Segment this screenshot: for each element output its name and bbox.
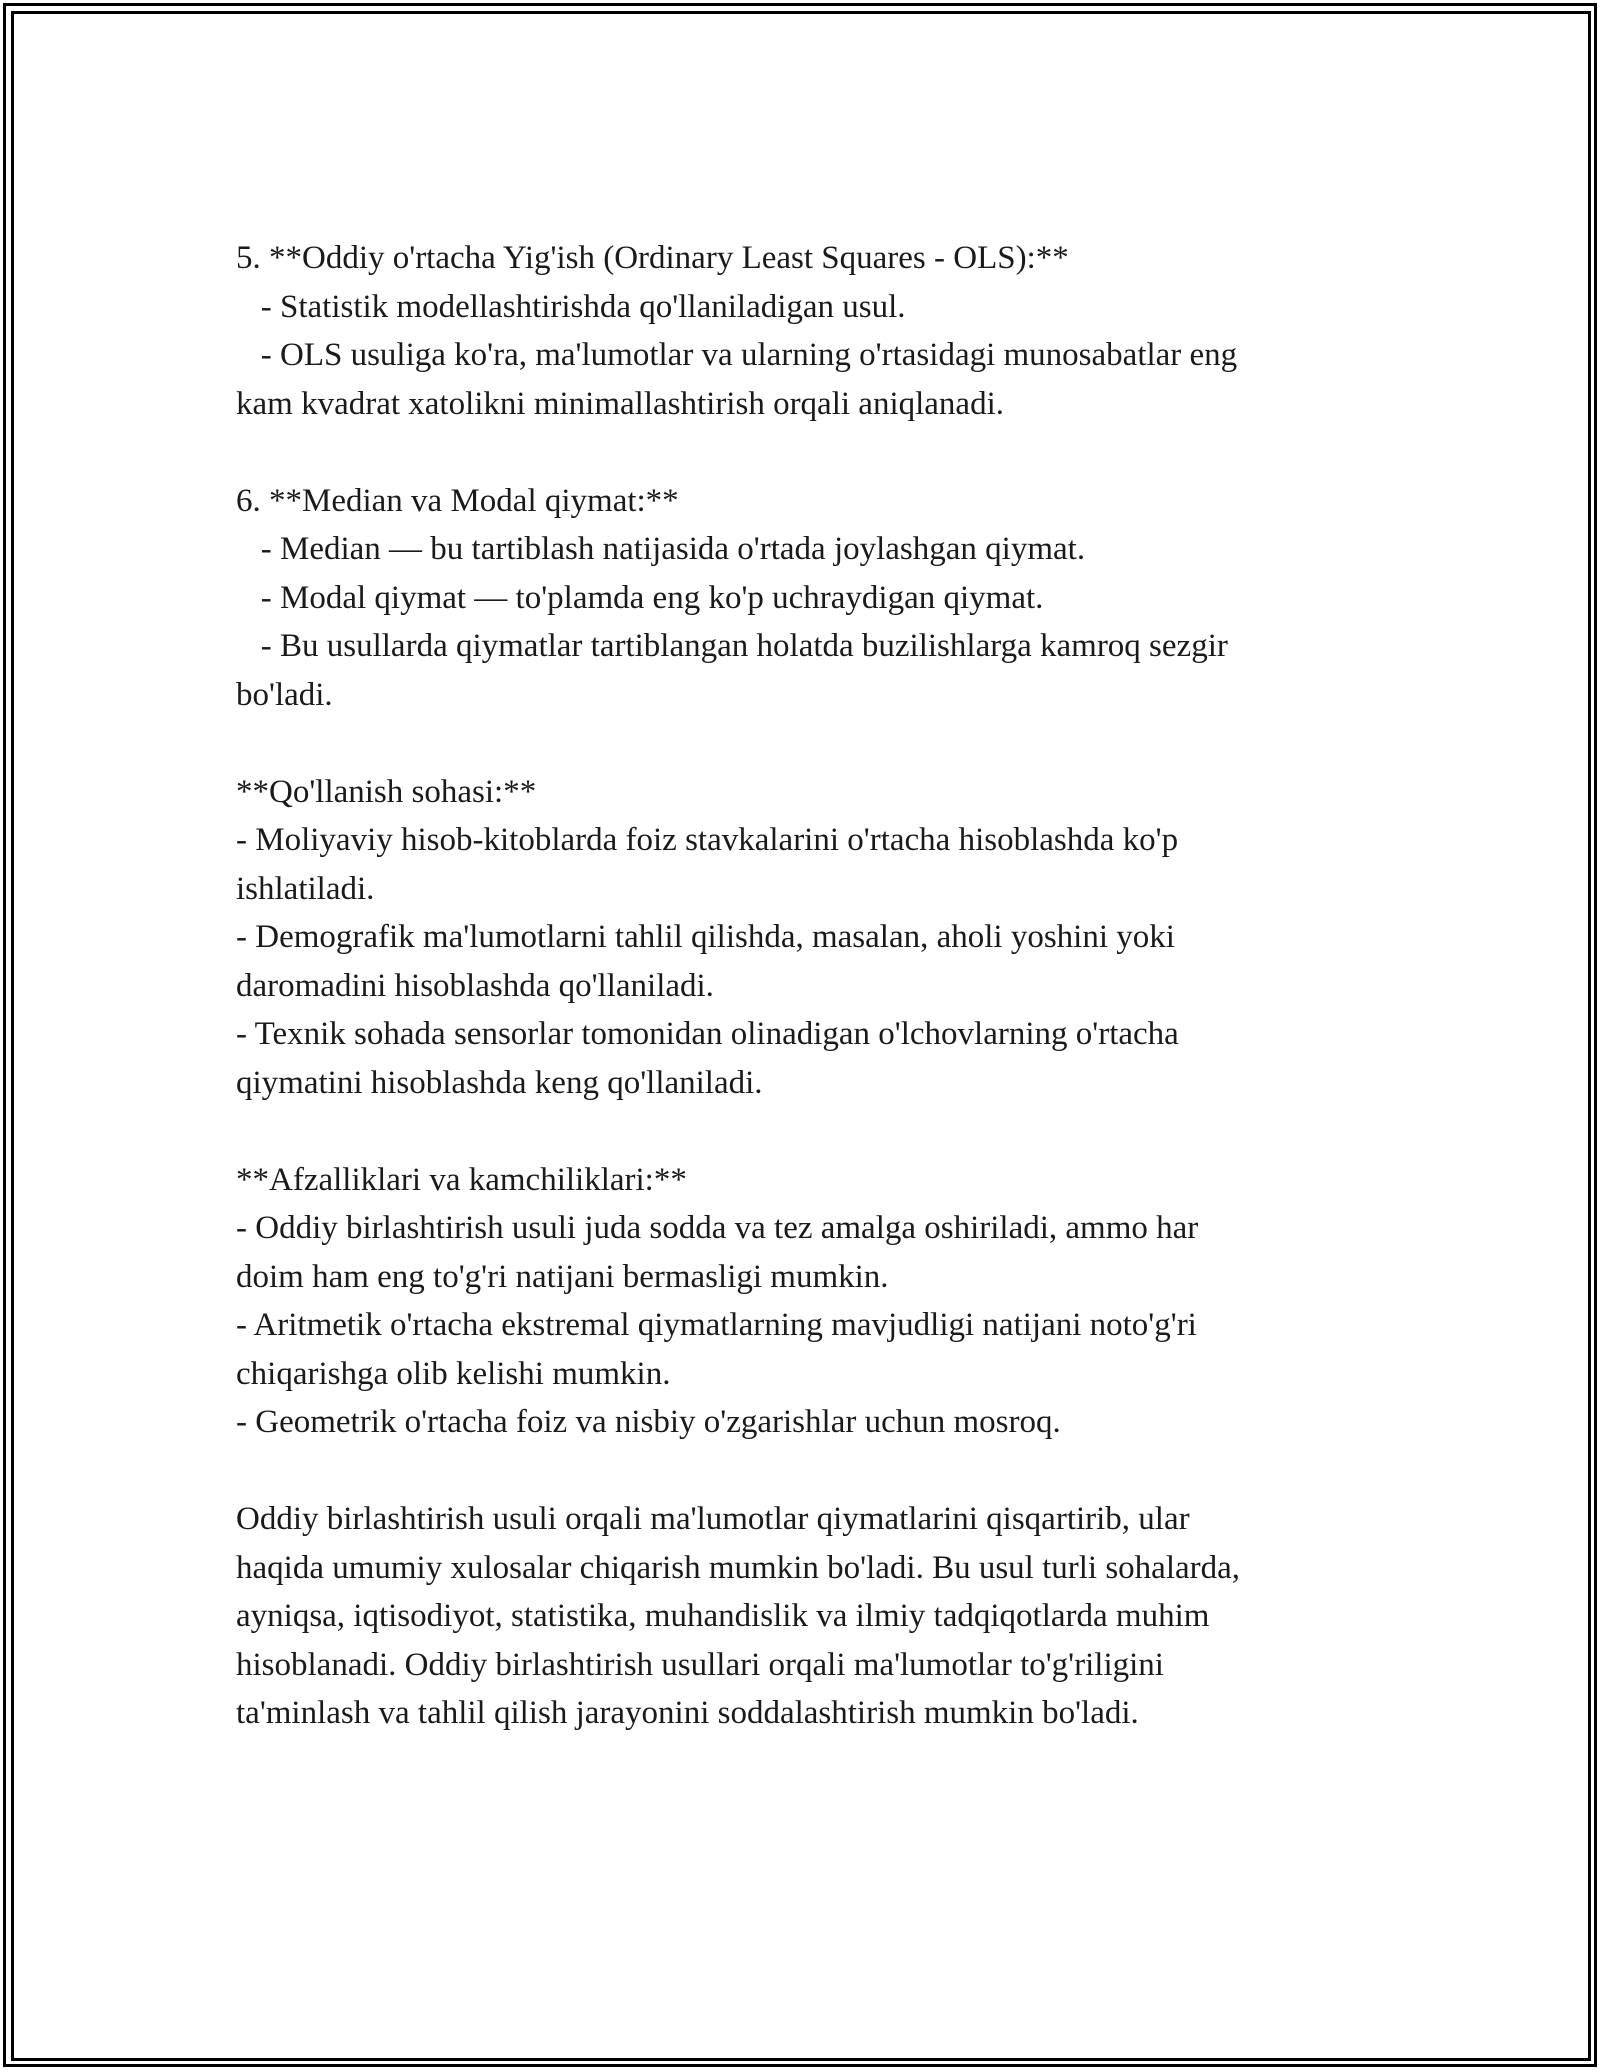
text-line: - Aritmetik o'rtacha ekstremal qiymatlarning mavjudligi natijani noto'g'ri	[236, 1307, 1197, 1343]
text-line: - Demografik ma'lumotlarni tahlil qilishda, masalan, aholi yoshini yoki	[236, 919, 1175, 955]
text-line: kam kvadrat xatolikni minimallashtirish orqali aniqlanadi.	[236, 385, 1004, 422]
blank-line	[236, 1447, 1360, 1496]
text-line: - Oddiy birlashtirish usuli juda sodda va tez amalga oshiriladi, ammo har	[236, 1210, 1199, 1246]
text-line: Oddiy birlashtirish usuli orqali ma'lumotlar qiymatlarini qisqartirib, ular	[236, 1501, 1190, 1537]
text-line: daromadini hisoblashda qo'llaniladi.	[236, 967, 714, 1004]
text-line: - Moliyaviy hisob-kitoblarda foiz stavkalarini o'rtacha hisoblashda ko'p	[236, 822, 1179, 858]
text-line: 6. **Median va Modal qiymat:**	[236, 482, 679, 519]
text-line: - Modal qiymat — to'plamda eng ko'p uchraydigan qiymat.	[236, 579, 1044, 616]
blank-line	[236, 719, 1360, 768]
text-line: hisoblanadi. Oddiy birlashtirish usullari orqali ma'lumotlar to'g'riligini	[236, 1646, 1164, 1683]
text-line: **Afzalliklari va kamchiliklari:**	[236, 1161, 687, 1198]
text-line: - Geometrik o'rtacha foiz va nisbiy o'zgarishlar uchun mosroq.	[236, 1404, 1061, 1440]
text-line: ta'minlash va tahlil qilish jarayonini soddalashtirish mumkin bo'ladi.	[236, 1695, 1139, 1731]
text-line: ayniqsa, iqtisodiyot, statistika, muhandislik va ilmiy tadqiqotlarda muhim	[236, 1598, 1210, 1634]
text-line: ishlatiladi.	[236, 870, 375, 907]
text-line: haqida umumiy xulosalar chiqarish mumkin bo'ladi. Bu usul turli sohalarda,	[236, 1549, 1241, 1586]
text-line: doim ham eng to'g'ri natijani bermasligi mumkin.	[236, 1258, 889, 1295]
text-line: - Statistik modellashtirishda qo'llaniladigan usul.	[236, 288, 906, 325]
text-line: chiqarishga olib kelishi mumkin.	[236, 1355, 671, 1392]
text-line: - Texnik sohada sensorlar tomonidan olinadigan o'lchovlarning o'rtacha	[236, 1016, 1179, 1052]
blank-line	[236, 1107, 1360, 1156]
document-body	[236, 234, 1360, 1738]
text-line: bo'ladi.	[236, 676, 333, 713]
text-line: 5. **Oddiy o'rtacha Yig'ish (Ordinary Least Squares - OLS):**	[236, 240, 1069, 276]
text-line: **Qo'llanish sohasi:**	[236, 773, 537, 810]
text-line: - OLS usuliga ko'ra, ma'lumotlar va ularning o'rtasidagi munosabatlar eng	[236, 337, 1238, 373]
text-line: - Bu usullarda qiymatlar tartiblangan holatda buzilishlarga kamroq sezgir	[236, 628, 1228, 664]
blank-line	[236, 428, 1360, 477]
text-line: - Median — bu tartiblash natijasida o'rtada joylashgan qiymat.	[236, 531, 1086, 567]
text-line: qiymatini hisoblashda keng qo'llaniladi.	[236, 1064, 763, 1101]
